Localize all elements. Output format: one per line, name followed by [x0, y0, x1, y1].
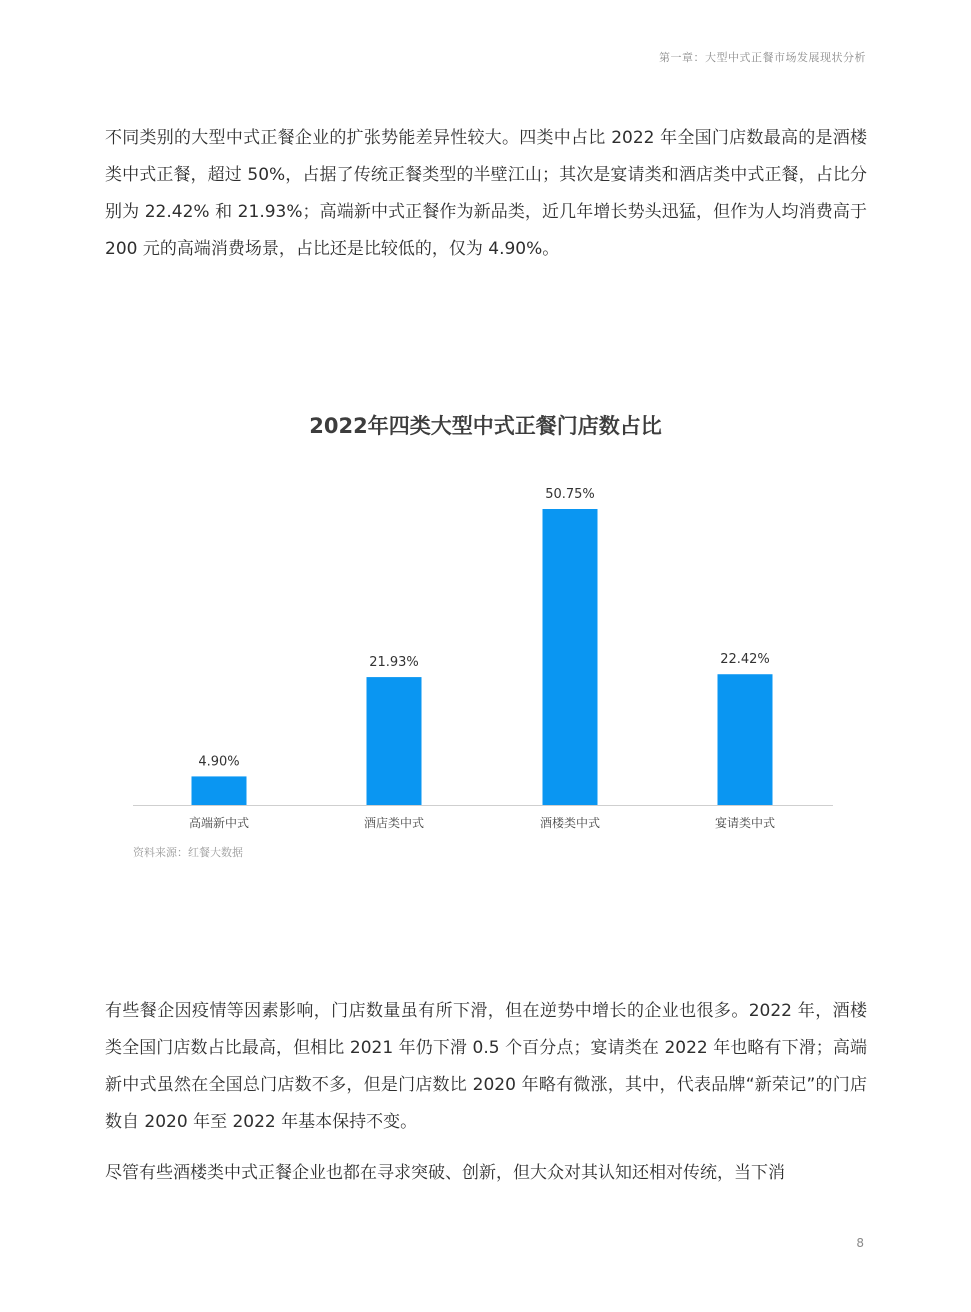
page-number: 8 [856, 1236, 864, 1250]
category-label-1: 酒店类中式 [363, 816, 425, 830]
bar-1 [367, 677, 422, 805]
category-label-3: 宴请类中式 [714, 816, 776, 830]
data-label-3: 22.42% [720, 652, 770, 668]
data-label-0: 4.90% [198, 754, 240, 770]
data-label-2: 50.75% [545, 487, 595, 502]
chart-source: 资料来源：红餐大数据 [133, 846, 243, 859]
paragraph-continued: 尽管有些酒楼类中式正餐企业也都在寻求突破、创新，但大众对其认知还相对传统，当下消 [105, 1163, 785, 1183]
category-label-0: 高端新中式 [188, 816, 250, 830]
bar-3 [718, 674, 773, 805]
chapter-header: 第一章：大型中式正餐市场发展现状分析 [659, 51, 866, 64]
paragraph-trend: 有些餐企因疫情等因素影响，门店数量虽有所下滑，但在逆势中增长的企业也很多。2022 年，酒楼类全国门店数占比最高，但相比 2021 年仍下滑 0.5 个百分点；宴请类在 2022 年也略有下滑；高端新中式虽然在全国总门店数不多，但是门店数比 2020 年略有微涨，其中，代表品牌“新荣记”的门店数自 2020 年至 2022 年基本保持不变。 [105, 1001, 867, 1132]
paragraph-intro: 不同类别的大型中式正餐企业的扩张势能差异性较大。四类中占比 2022 年全国门店数最高的是酒楼类中式正餐，超过 50%，占据了传统正餐类型的半壁江山；其次是宴请类和酒店类中式正餐，占比分别为 22.42% 和 21.93%；高端新中式正餐作为新品类，近几年增长势头迅猛，但作为人均消费高于 200 元的高端消费场景，占比还是比较低的，仅为 4.90%。 [105, 128, 867, 259]
category-label-2: 酒楼类中式 [539, 816, 601, 830]
bar-2 [543, 509, 598, 805]
chart-title: 2022年四类大型中式正餐门店数占比 [309, 414, 662, 438]
bar-0 [192, 776, 247, 805]
data-label-1: 21.93% [369, 655, 419, 671]
